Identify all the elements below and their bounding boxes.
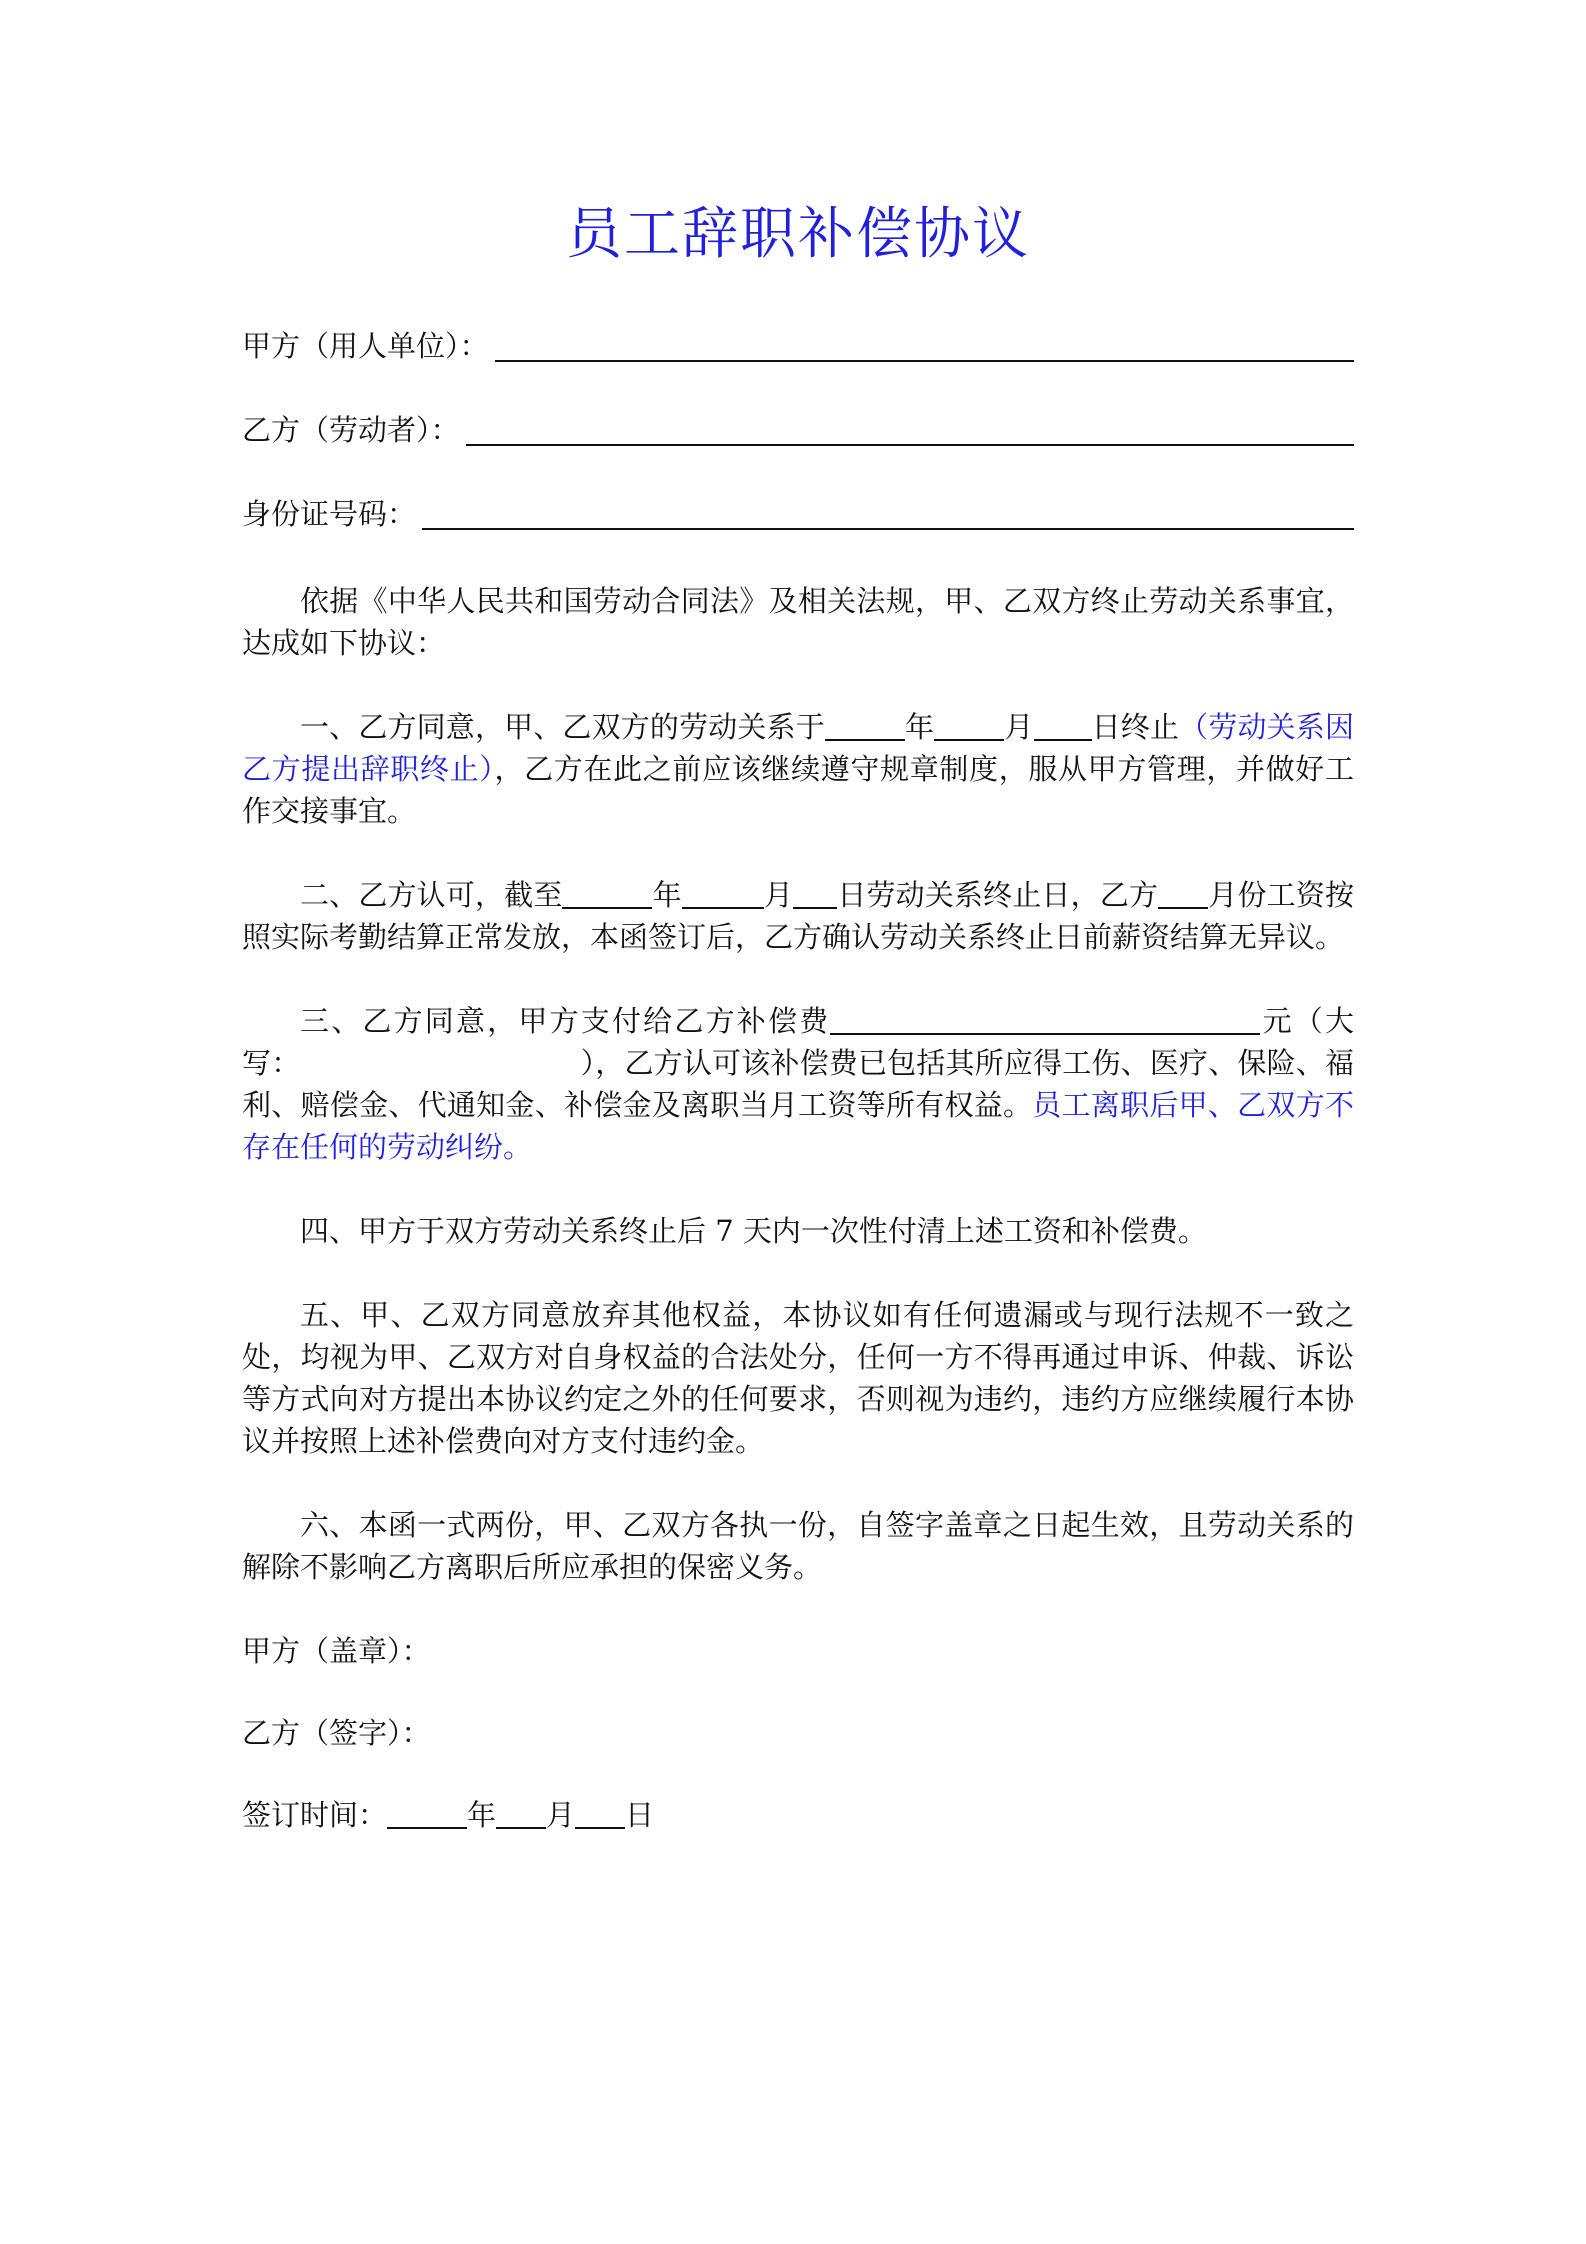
party-b-sign-label: 乙方（签字）： [242,1716,431,1750]
clause-6: 六、本函一式两份，甲、乙双方各执一份，自签字盖章之日起生效，且劳动关系的解除不影响乙方离职后所应承担的保密义务。 [242,1508,1354,1584]
clause-1-end-label: 日终止 [1091,710,1180,744]
id-number-field [242,492,1354,536]
clause-2-day-blank[interactable] [793,877,837,909]
clause-3-amount-blank[interactable] [830,1003,1260,1035]
document-body [242,190,1354,1876]
signing-month-blank[interactable] [496,1797,546,1829]
clause-1-year-blank[interactable] [825,709,905,741]
clause-3-unit: 元 [1260,1004,1294,1038]
clause-3 [242,1000,1354,1168]
party-a-seal-line [242,1630,1354,1672]
clause-3-blue-note: 员工离职后甲、乙双方不存在任何的劳动纠纷。 [242,1088,1354,1164]
intro-paragraph: 依据《中华人民共和国劳动合同法》及相关法规，甲、乙双方终止劳动关系事宜，达成如下协议： [242,584,1354,660]
clause-4: 四、甲方于双方劳动关系终止后 7 天内一次性付清上述工资和补偿费。 [300,1214,1207,1248]
signing-month-label: 月 [546,1798,576,1832]
clause-1-text-rest: ，乙方在此之前应该继续遵守规章制度，服从甲方管理，并做好工作交接事宜。 [242,752,1354,828]
clause-1-month-label: 月 [1004,710,1034,744]
clause-3-text-b: ），乙方认可该补偿费已包括其所应得工伤、医疗、保险、福利、赔偿金、代通知金、补偿金及离职当月工资等所有权益。 [242,1046,1354,1122]
clause-1 [242,706,1354,832]
clause-1-blue-note: （劳动关系因乙方提出辞职终止） [242,710,1354,786]
party-b-field [242,408,1354,452]
party-b-label: 乙方（劳动者）： [242,413,460,447]
id-number-label: 身份证号码： [242,497,417,531]
clause-3-capital-label: （大写： [242,1004,1354,1080]
clause-2-month-blank[interactable] [682,877,764,909]
clause-1-month-blank[interactable] [934,709,1004,741]
signing-year-label: 年 [467,1798,497,1832]
clause-2-year-label: 年 [652,878,682,912]
party-a-field [242,324,1354,368]
party-a-blank-line[interactable] [495,326,1354,362]
signing-year-blank[interactable] [387,1797,467,1829]
clause-5: 五、甲、乙双方同意放弃其他权益，本协议如有任何遗漏或与现行法规不一致之处，均视为甲、乙双方对自身权益的合法处分，任何一方不得再通过申诉、仲裁、诉讼等方式向对方提出本协议约定之外的任何要求，否则视为违约，违约方应继续履行本协议并按照上述补偿费向对方支付违约金。 [242,1298,1354,1458]
clause-2-year-blank[interactable] [562,877,652,909]
clause-2-text-b: 日劳动关系终止日，乙方 [837,878,1159,912]
signing-day-label: 日 [625,1798,655,1832]
signing-day-blank[interactable] [575,1797,625,1829]
clause-3-text-a: 三、乙方同意，甲方支付给乙方补偿费 [300,1004,831,1038]
document-title: 员工辞职补偿协议 [566,202,1030,267]
party-a-seal-label: 甲方（盖章）： [242,1634,431,1668]
party-a-label: 甲方（用人单位）： [242,329,489,363]
clause-1-text-a: 一、乙方同意，甲、乙双方的劳动关系于 [300,710,825,744]
clause-2 [242,874,1354,958]
signing-date-label: 签订时间： [242,1798,388,1832]
clause-2-month-label: 月 [763,878,794,912]
party-b-blank-line[interactable] [466,410,1354,446]
clause-2-text-a: 二、乙方认可，截至 [300,878,563,912]
clause-2-text-c: 月份工资按照实际考勤结算正常发放，本函签订后，乙方确认劳动关系终止日前薪资结算无异议。 [242,878,1354,954]
signing-date-line [242,1794,1354,1836]
clause-1-year-label: 年 [904,710,935,744]
clause-2-salary-month-blank[interactable] [1158,877,1208,909]
id-number-blank-line[interactable] [422,494,1354,530]
clause-1-day-blank[interactable] [1034,709,1092,741]
party-b-sign-line [242,1712,1354,1754]
